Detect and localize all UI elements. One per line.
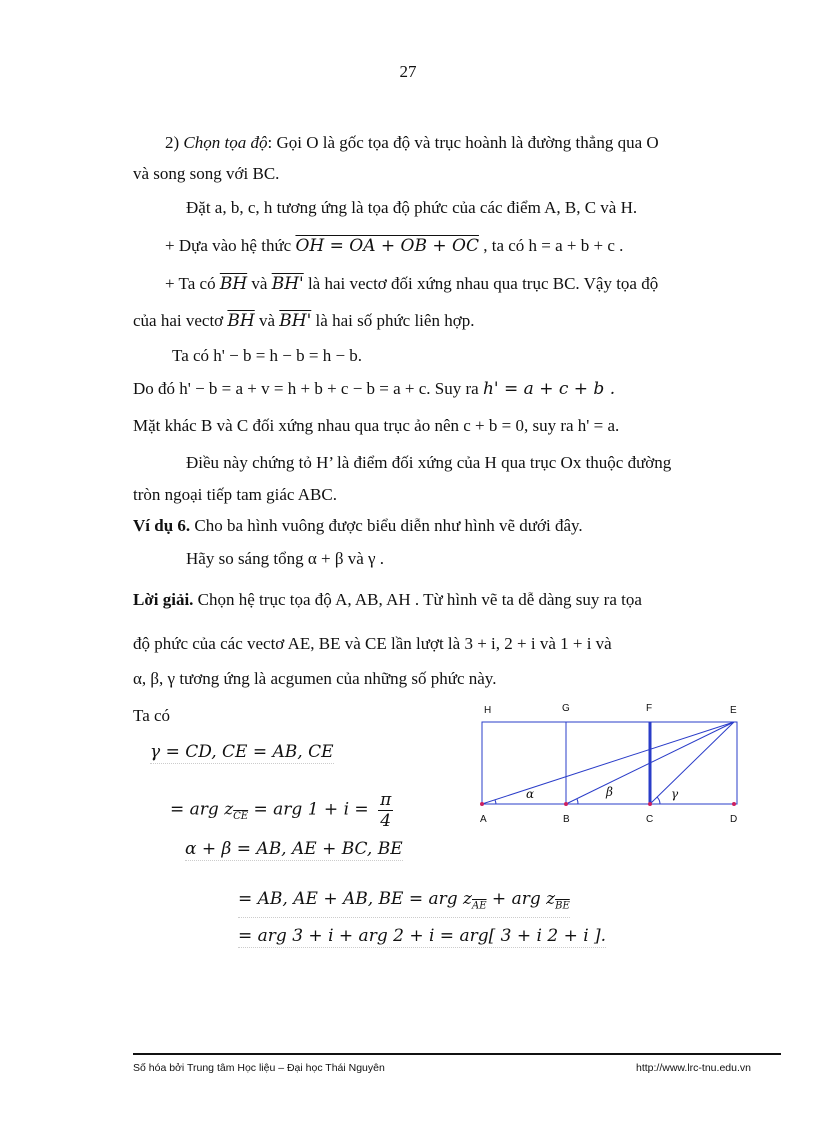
- eq-part: = arg z: [170, 799, 234, 820]
- label-f: F: [646, 703, 653, 714]
- eq-sub: BE: [555, 900, 570, 912]
- solution-label: Lời giải.: [133, 590, 194, 609]
- text-line-17: Ta có: [133, 706, 171, 725]
- text-span: Chọn hệ trục tọa độ A, AB, AH . Từ hình vẽ ta dễ dàng suy ra tọa: [193, 590, 642, 609]
- vector-equation: OH = OA + OB + OC: [295, 236, 479, 256]
- label-beta: β: [606, 785, 613, 799]
- text-span: , ta có h = a + b + c .: [483, 236, 624, 255]
- text-line-13: Hãy so sáng tổng α + β và γ .: [186, 549, 385, 568]
- angle-alpha-arc: [495, 800, 496, 804]
- example-label: Ví dụ 6.: [133, 516, 191, 535]
- label-gamma: γ: [671, 787, 679, 801]
- figure-line-ce: [650, 722, 734, 804]
- label-e: E: [730, 705, 737, 716]
- text-span: và: [259, 311, 276, 330]
- text-line-6: [133, 310, 474, 332]
- point-c: [648, 802, 652, 806]
- equation-sum-2: = arg 3 + i + arg 2 + i = arg[ 3 + i 2 + i ].: [238, 926, 607, 946]
- page-number: 27: [399, 62, 417, 81]
- equation-gamma: γ = CD, CE = AB, CE: [150, 742, 334, 762]
- text-span: là hai vectơ đối xứng nhau qua trục BC. Vậy tọa độ: [307, 274, 659, 293]
- eq-sub: AE: [472, 900, 487, 912]
- text-span: và: [251, 274, 268, 293]
- label-a: A: [480, 814, 487, 825]
- label-c: C: [646, 814, 654, 825]
- label-h: H: [484, 705, 492, 716]
- fraction-denominator: 4: [380, 811, 392, 831]
- text-span: + Ta có: [165, 274, 216, 293]
- point-b: [564, 802, 568, 806]
- vector: BH': [271, 274, 304, 294]
- angle-beta-arc: [577, 799, 578, 804]
- eq-part: = AB, AE + AB, BE = arg z: [238, 889, 472, 909]
- text-span: Cho ba hình vuông được biểu diễn như hình vẽ dưới đây.: [190, 516, 583, 535]
- label-d: D: [730, 814, 738, 825]
- text-span: + Dựa vào hệ thức: [165, 236, 292, 255]
- text-span: Do đó h' − b = a + v = h + b + c − b = a + c. Suy ra: [133, 379, 483, 398]
- label-alpha: α: [526, 787, 535, 801]
- text-line-10: Điều này chứng tỏ H’ là điểm đối xứng của H qua trục Ox thuộc đường: [186, 453, 672, 472]
- fraction: [378, 790, 393, 831]
- example-heading: [133, 515, 583, 537]
- footer-divider: [133, 1053, 781, 1055]
- angle-gamma-arc: [657, 797, 660, 804]
- text-line-9: Mặt khác B và C đối xứng nhau qua trục ảo nên c + b = 0, suy ra h' = a.: [133, 416, 620, 435]
- text-line-11: tròn ngoại tiếp tam giác ABC.: [133, 485, 337, 504]
- text-span-italic: Chọn tọa độ: [183, 133, 268, 152]
- text-line-1: [165, 132, 659, 154]
- equation-alpha-beta: α + β = AB, AE + BC, BE: [185, 839, 403, 859]
- text-line-3: Đặt a, b, c, h tương ứng là tọa độ phức của các điểm A, B, C và H.: [186, 198, 638, 217]
- fraction-numerator: π: [380, 790, 392, 810]
- footer-left: Số hóa bởi Trung tâm Học liệu – Đại học Thái Nguyên: [133, 1062, 385, 1074]
- equation: h' = a + c + b .: [482, 379, 616, 399]
- vector: $\overline{BH}$: [227, 311, 255, 331]
- point-a: [480, 802, 484, 806]
- equation-arg-ce: [170, 790, 393, 831]
- text-line-8: [133, 378, 615, 400]
- vector: $\overline{BH}$: [219, 274, 248, 294]
- label-g: G: [562, 703, 570, 714]
- eq-part: + arg z: [486, 889, 556, 909]
- text-line-7: Ta có h' − b = h − b = h − b.: [172, 346, 363, 365]
- text-span: của hai vectơ: [133, 311, 224, 330]
- solution-line: [133, 589, 642, 611]
- text-span: : Gọi O là gốc tọa độ và trục hoành là đường thẳng qua O: [267, 133, 659, 152]
- label-b: B: [563, 814, 570, 825]
- text-line-16: α, β, γ tương ứng là acgumen của những số phức này.: [133, 669, 497, 688]
- point-d: [732, 802, 736, 806]
- footer-url: http://www.lrc-tnu.edu.vn: [636, 1062, 751, 1074]
- text-line-5: [165, 273, 658, 295]
- eq-sub: CE: [233, 810, 249, 822]
- eq-part: = arg 1 + i =: [248, 799, 375, 820]
- squares-figure: [474, 698, 744, 828]
- text-line-4: [165, 235, 623, 257]
- text-line-2: và song song với BC.: [133, 164, 280, 183]
- vector: BH': [279, 311, 312, 331]
- text-span: là hai số phức liên hợp.: [315, 311, 475, 330]
- text-line-15: độ phức của các vectơ AE, BE và CE lần lượt là 3 + i, 2 + i và 1 + i và: [133, 634, 612, 653]
- equation-sum-1: [238, 888, 570, 918]
- text-span: 2): [165, 133, 184, 152]
